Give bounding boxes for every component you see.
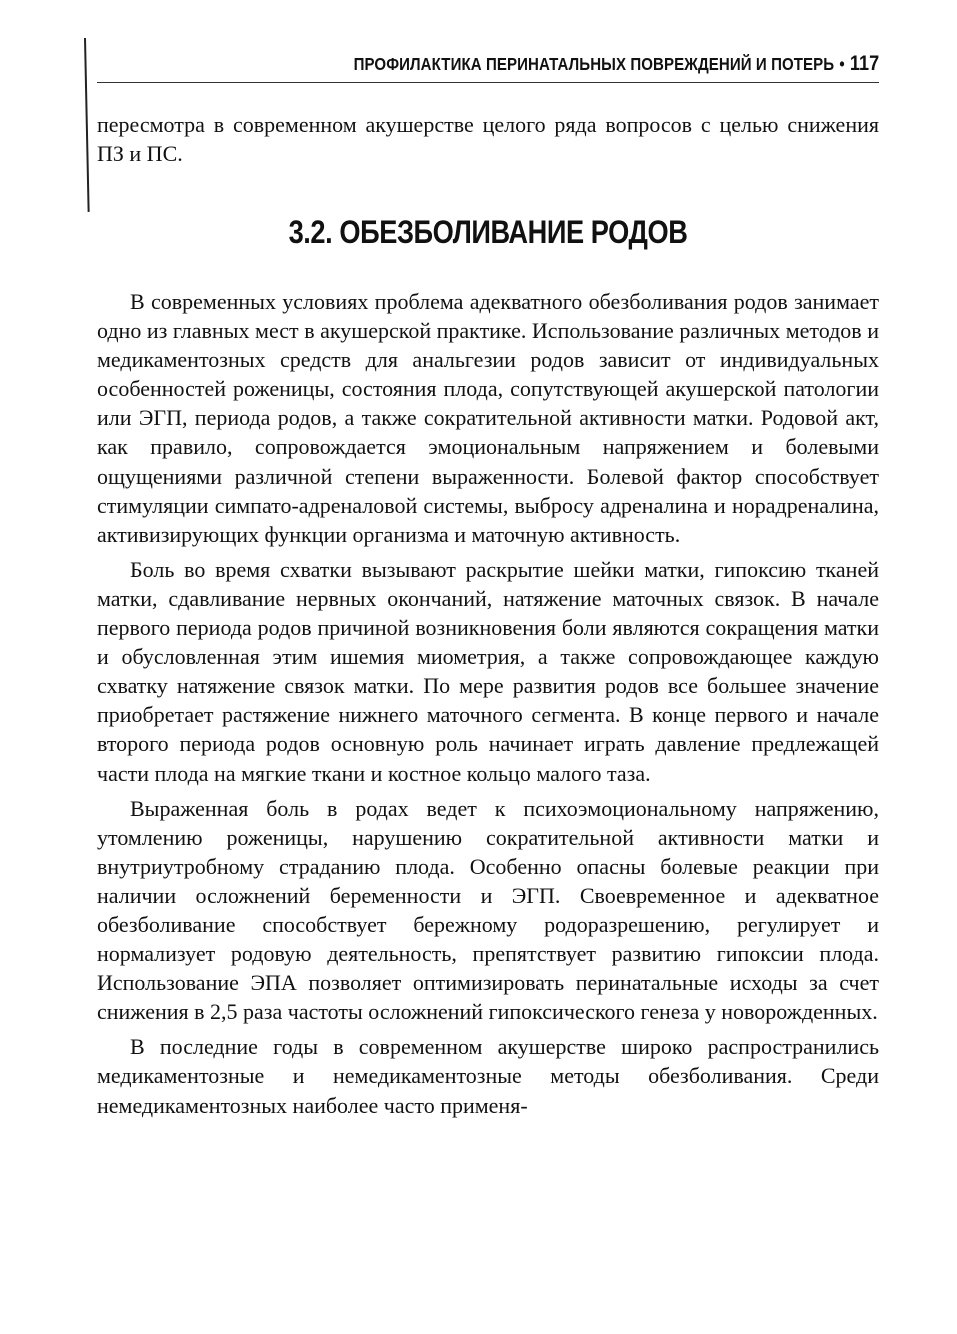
running-header xyxy=(97,50,879,83)
running-title: ПРОФИЛАКТИКА ПЕРИНАТАЛЬНЫХ ПОВРЕЖДЕНИЙ И ПОТЕРЬ xyxy=(353,54,834,74)
body-text xyxy=(97,287,879,1126)
paragraph: В последние годы в современном акушерстве широко распространились медикаментозные и немедикаментозные методы обезболивания. Среди немедикаментозных наиболее часто применя- xyxy=(97,1034,879,1118)
running-header-text xyxy=(353,52,879,76)
header-bullet: • xyxy=(839,54,845,74)
section-title: 3.2. ОБЕЗБОЛИВАНИЕ РОДОВ xyxy=(288,214,688,250)
paragraph: В современных условиях проблема адекватного обезболивания родов занимает одно из главных мест в акушерской практике. Использование различных методов и медикаментозных средств для анальгезии родов зависит от индивидуальных особенностей роженицы, состояния плода, сопутствующей акушерской патологии или ЭГП, периода родов, а также сократительной активности матки. Родовой акт, как правило, сопровождается эмоциональным напряжением и болевыми ощущениями различной степени выраженности. Болевой фактор способствует стимуляции симпато-адреналовой системы, выбросу адреналина и норадреналина, активизирующих функции организма и маточную активность. xyxy=(97,289,879,547)
paragraph: Боль во время схватки вызывают раскрытие шейки матки, гипоксию тканей матки, сдавливание нервных окончаний, натяжение маточных связок. В начале первого периода родов причиной возникновения боли являются сокращения матки и обусловленная этим ишемия миометрия, а также сопровождающее каждую схватку натяжение связок матки. По мере развития родов все большее значение приобретает растяжение нижнего маточного сегмента. В конце первого и начале второго периода родов основную роль начинает играть давление предлежащей части плода на мягкие ткани и костное кольцо малого таза. xyxy=(97,556,879,786)
page-number: 117 xyxy=(849,52,879,75)
continuation-paragraph: пересмотра в современном акушерстве целого ряда вопросов с целью снижения ПЗ и ПС. xyxy=(97,112,879,166)
paragraph: Выраженная боль в родах ведет к психоэмоциональному напряжению, утомлению роженицы, нарушению сократительной активности матки и внутриутробному страданию плода. Особенно опасны болевые реакции при наличии осложнений беременности и ЭГП. Своевременное и адекватное обезболивание способствует бережному родоразрешению, регулирует и нормализует родовую деятельность, препятствует развитию гипоксии плода. Использование ЭПА позволяет оптимизировать перинатальные исходы за счет снижения в 2,5 раза частоты осложнений гипоксического генеза у новорожденных. xyxy=(97,795,879,1025)
margin-scan-line xyxy=(84,38,90,212)
